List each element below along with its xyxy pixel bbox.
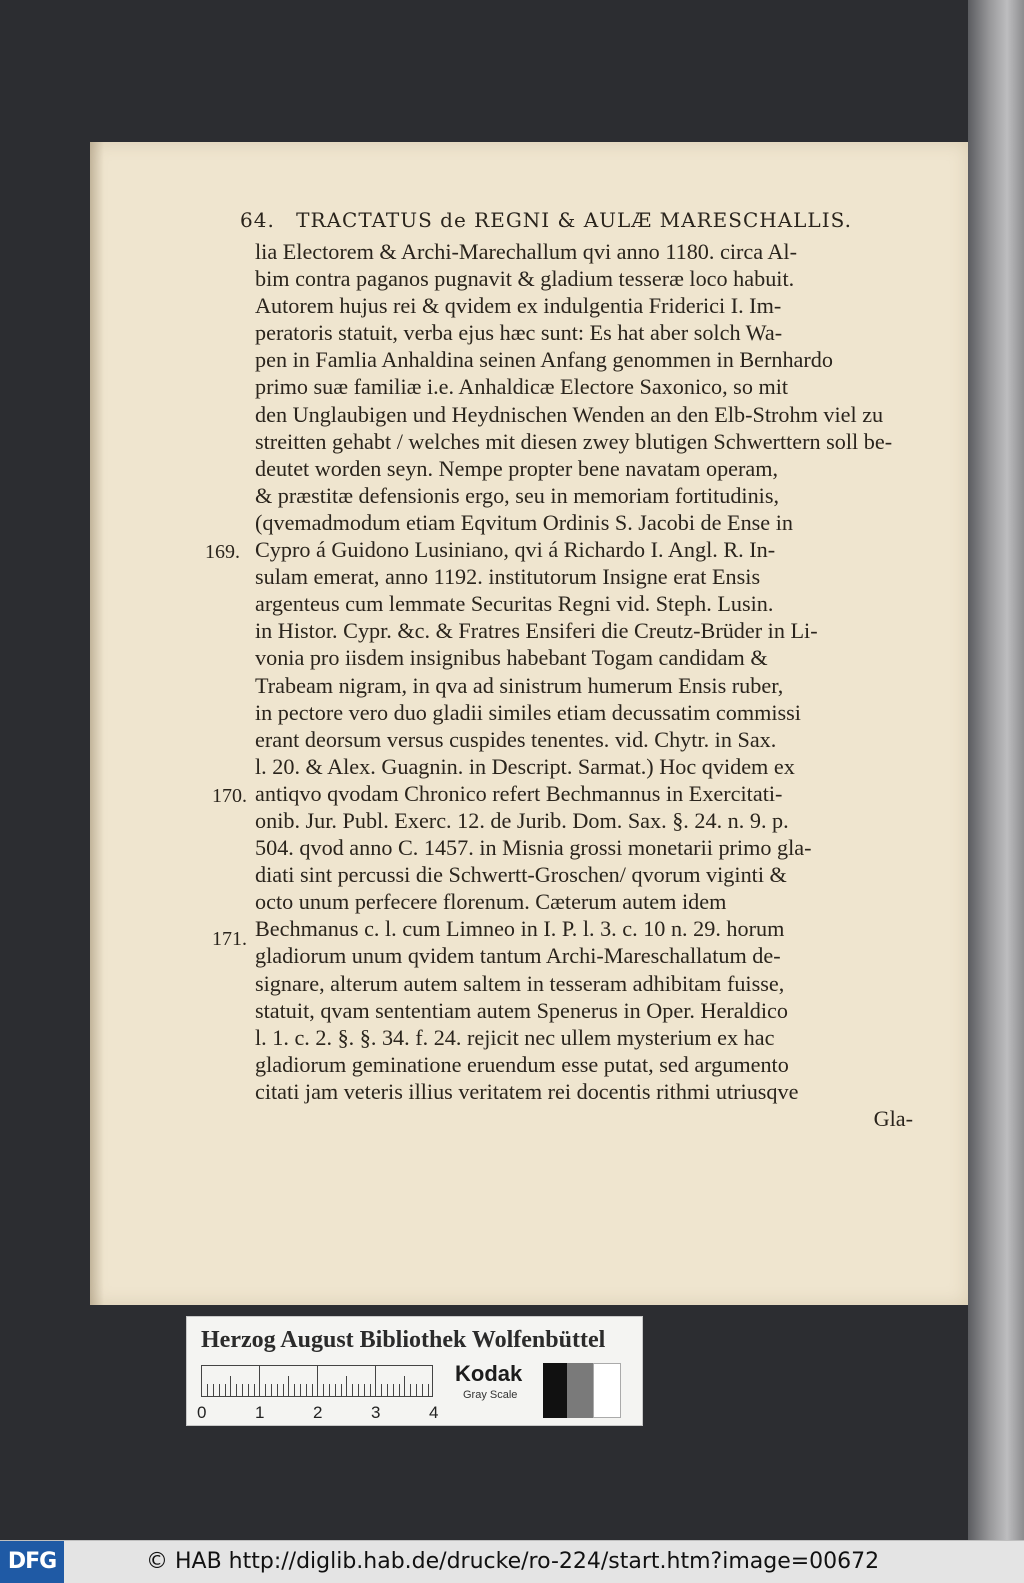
text-line: sulam emerat, anno 1192. institutorum Insigne erat Ensis [255, 564, 761, 590]
text-line: l. 1. c. 2. §. §. 34. f. 24. rejicit nec ullem mysterium ex hac [255, 1024, 775, 1050]
footer-copyright-link[interactable]: © HAB http://diglib.hab.de/drucke/ro-224/start.htm?image=00672 [146, 1549, 880, 1574]
scale-number: 2 [313, 1403, 323, 1422]
margin-number: 169. [205, 541, 240, 563]
text-line: Bechmanus c. l. cum Limneo in I. P. l. 3. c. 10 n. 29. horum [255, 916, 785, 942]
text-line: primo suæ familiæ i.e. Anhaldicæ Electore Saxonico, so mit [255, 374, 789, 400]
text-line: lia Electorem & Archi-Marechallum qvi anno 1180. circa Al- [255, 239, 797, 264]
margin-number: 171. [212, 928, 247, 950]
gray-swatch-mid [567, 1363, 593, 1418]
text-line: bim contra paganos pugnavit & gladium tesseræ loco habuit. [255, 266, 795, 292]
text-line: & præstitæ defensionis ergo, seu in memoriam fortitudinis, [255, 482, 780, 508]
text-line: antiqvo qvodam Chronico refert Bechmannus in Exercitati- [255, 780, 783, 806]
text-line: l. 20. & Alex. Guagnin. in Descript. Sarmat.) Hoc qvidem ex [255, 753, 795, 779]
text-line: gladiorum unum qvidem tantum Archi-Mareschallatum de- [255, 943, 781, 969]
text-line: Cypro á Guidono Lusiniano, qvi á Richardo I. Angl. R. In- [255, 537, 776, 563]
footer-bar [0, 1540, 1024, 1583]
margin-number: 170. [212, 785, 247, 807]
text-line: in pectore vero duo gladii similes etiam decussatim commissi [255, 699, 801, 725]
text-line: statuit, qvam sententiam autem Spenerus in Oper. Heraldico [255, 997, 788, 1023]
text-line: erant deorsum versus cuspides tenentes. vid. Chytr. in Sax. [255, 726, 777, 752]
scale-number: 4 [429, 1403, 439, 1422]
text-line: peratoris statuit, verba ejus hæc sunt: Es hat aber solch Wa- [255, 320, 783, 346]
facing-page-edge [968, 0, 1024, 1540]
kodak-logo: Kodak [455, 1361, 523, 1386]
gray-swatch-black [543, 1363, 567, 1418]
library-name: Herzog August Bibliothek Wolfenbüttel [201, 1327, 606, 1353]
page-number: 64. [240, 208, 275, 232]
text-line: octo unum perfecere florenum. Cæterum autem idem [255, 889, 727, 915]
text-line: deutet worden seyn. Nempe propter bene navatam operam, [255, 455, 779, 481]
text-line: 504. qvod anno C. 1457. in Misnia grossi monetarii primo gla- [255, 835, 812, 861]
catchword: Gla- [873, 1106, 913, 1131]
library-color-card [186, 1316, 643, 1426]
text-line: streitten gehabt / welches mit diesen zwey blutigen Schwerttern soll be- [255, 428, 893, 454]
dfg-logo: DFG [0, 1541, 64, 1583]
text-line: in Histor. Cypr. &c. & Fratres Ensiferi die Creutz-Brüder in Li- [255, 618, 818, 644]
scale-number: 1 [255, 1403, 265, 1422]
text-line: (qvemadmodum etiam Eqvitum Ordinis S. Jacobi de Ense in [255, 509, 793, 535]
gray-scale-label: Gray Scale [463, 1389, 518, 1401]
text-line: onib. Jur. Publ. Exerc. 12. de Jurib. Dom. Sax. §. 24. n. 9. p. [255, 807, 789, 833]
page-gutter-shadow [90, 142, 104, 1305]
text-line: den Unglaubigen und Heydnischen Wenden an den Elb-Strohm viel zu [255, 401, 884, 427]
text-line: argenteus cum lemmate Securitas Regni vid. Steph. Lusin. [255, 591, 774, 617]
text-line: vonia pro iisdem insignibus habebant Togam candidam & [255, 645, 768, 671]
text-line: signare, alterum autem saltem in tesseram adhibitam fuisse, [255, 970, 785, 996]
text-line: Trabeam nigram, in qva ad sinistrum humerum Ensis ruber, [255, 672, 784, 698]
running-head-title: TRACTATUS de REGNI & AULÆ MARESCHALLIS. [296, 208, 852, 232]
scale-number: 3 [371, 1403, 381, 1422]
running-head [240, 208, 930, 232]
page-body [255, 238, 925, 1132]
text-line: Autorem hujus rei & qvidem ex indulgentia Friderici I. Im- [255, 293, 782, 319]
text-line: diati sint percussi die Schwertt-Groschen/ qvorum viginti & [255, 862, 787, 888]
text-line: pen in Famlia Anhaldina seinen Anfang genommen in Bernhardo [255, 347, 833, 373]
scale-ruler [201, 1365, 433, 1397]
gray-swatch-white [593, 1363, 621, 1418]
text-line: citati jam veteris illius veritatem rei docentis rithmi utriusqve [255, 1078, 799, 1104]
text-line: gladiorum geminatione eruendum esse putat, sed argumento [255, 1051, 789, 1077]
scale-number: 0 [197, 1403, 207, 1422]
scale-numbers [197, 1403, 487, 1423]
